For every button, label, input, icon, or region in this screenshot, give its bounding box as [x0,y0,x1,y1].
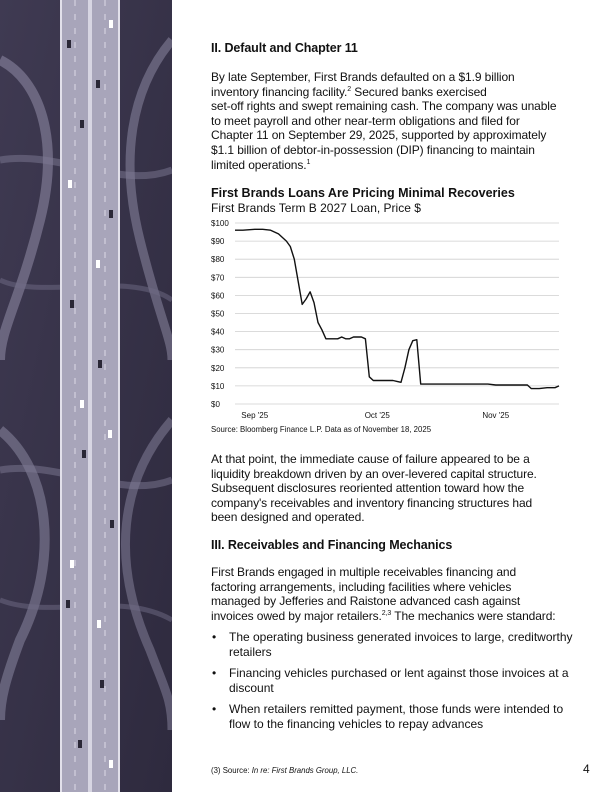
line-text: Chapter 11 on September 29, 2025, supported by approximately [211,128,547,143]
line-text: By late September, First Brands defaulted on a $1.9 billion [211,70,515,84]
paragraph-default-line [211,143,556,158]
y-tick-label: $20 [211,363,225,373]
chart-source: Source: Bloomberg Finance L.P. Data as of November 18, 2025 [211,425,432,434]
footnote-prefix: (3) Source: [211,766,252,775]
section-heading-receivables: III. Receivables and Financing Mechanics [211,538,453,552]
x-tick-label: Nov '25 [482,411,510,420]
paragraph-liquidity-line: At that point, the immediate cause of failure appeared to be a [211,452,530,466]
section-heading-default: II. Default and Chapter 11 [211,41,358,55]
paragraph-liquidity-line: company's receivables and inventory financing structures had [211,495,533,510]
line-text-continued: Secured banks exercised [351,84,487,99]
paragraph-default [211,70,556,172]
price-series-line [235,229,559,388]
bullet-text: The operating business generated invoices to large, creditworthy retailers [229,630,573,659]
footnote [211,766,358,775]
paragraph-liquidity-line: been designed and operated. [211,510,365,525]
page-number: 4 [583,762,590,776]
paragraph-default-line [211,99,556,114]
y-tick-label: $40 [211,327,225,337]
y-tick-label: $60 [211,291,225,301]
paragraph-receivables-line [211,609,556,624]
line-text-continued: The mechanics were standard: [391,608,556,623]
y-tick-label: $80 [211,255,225,265]
y-tick-label: $70 [211,273,225,283]
paragraph-default-line [211,85,556,100]
bullet-icon: • [212,630,217,644]
x-tick-label: Oct '25 [364,411,390,420]
chart-subtitle: First Brands Term B 2027 Loan, Price $ [211,201,421,215]
bullet-text: Financing vehicles purchased or lent against those invoices at a discount [229,666,569,695]
y-tick-label: $30 [211,345,225,355]
line-text: inventory financing facility. [211,84,348,99]
paragraph-receivables-line [211,565,556,580]
bullet-icon: • [212,666,217,681]
aerial-highway-image [0,0,172,792]
paragraph-liquidity [211,452,537,525]
chart-title: First Brands Loans Are Pricing Minimal Recoveries [211,186,515,200]
y-tick-label: $90 [211,237,225,247]
paragraph-liquidity-line: Subsequent disclosures reoriented attention toward how the [211,481,525,496]
footnote-ref: 2 [347,85,352,93]
paragraph-default-line [211,70,556,85]
paragraph-default-line [211,128,556,143]
line-text: managed by Jefferies and Raistone advanced cash against [211,594,521,609]
mechanics-bullet-list [211,630,581,739]
line-text: invoices owed by major retailers. [211,608,382,623]
bullet-item [211,666,581,695]
y-tick-label: $10 [211,381,225,391]
bullet-icon: • [212,702,217,717]
line-text: to meet payroll and other near-term obligations and filed for [211,113,520,128]
loan-price-chart [211,216,571,426]
footnote-title: In re: First Brands Group, LLC. [251,766,359,775]
bullet-item [211,702,581,731]
x-tick-label: Sep '25 [241,411,269,420]
y-tick-label: $0 [211,400,220,409]
footnote-ref: 2,3 [381,609,392,617]
paragraph-receivables [211,565,556,623]
paragraph-receivables-line [211,594,556,609]
paragraph-default-line [211,158,556,173]
bullet-text: When retailers remitted payment, those funds were intended to flow to the financing vehicles to repay advances [229,702,564,731]
y-tick-label: $100 [211,219,229,228]
bullet-item [211,630,581,659]
line-text: $1.1 billion of debtor-in-possession (DIP) financing to maintain [211,142,535,157]
paragraph-default-line [211,114,556,129]
paragraph-receivables-line [211,580,556,595]
line-text: set-off rights and swept remaining cash. The company was unable [211,99,557,114]
footnote-ref: 1 [306,158,311,166]
line-text: factoring arrangements, including facilities where vehicles [211,579,512,594]
line-text: First Brands engaged in multiple receivables financing and [211,565,517,579]
y-tick-label: $50 [211,309,225,319]
line-text: limited operations. [211,157,307,172]
paragraph-liquidity-line: liquidity breakdown driven by an over-levered capital structure. [211,466,537,481]
